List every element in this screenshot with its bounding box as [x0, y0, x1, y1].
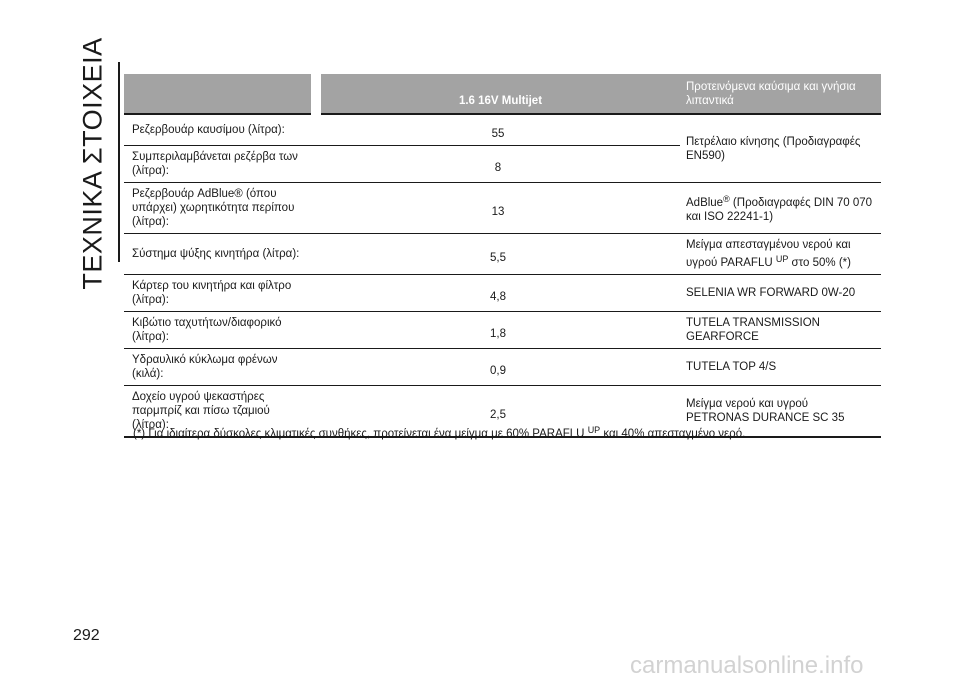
fuel-coolant-pre: Μείγμα απεσταγμένου νερού και υγρού PARAFLU: [686, 239, 851, 269]
footnote-sup: UP: [587, 425, 601, 435]
row-value: 55: [316, 114, 680, 146]
row-value: 1,8: [316, 312, 680, 349]
page-number: 292: [73, 627, 100, 644]
table-row: [124, 312, 881, 349]
fuel-coolant-post: στο 50% (*): [788, 257, 851, 269]
table-row: [124, 275, 881, 312]
capacities-table: [124, 74, 881, 438]
section-title-rule: [118, 62, 120, 262]
table-header-row: [124, 74, 881, 114]
table-row: [124, 114, 881, 146]
fuel-adblue-name: AdBlue: [686, 197, 724, 209]
table-row: [124, 349, 881, 386]
row-label: Δοχείο υγρού ψεκαστήρες παρμπρίζ και πίσω τζαμιού (λίτρα):: [124, 386, 316, 438]
row-value: 8: [316, 146, 680, 183]
row-value: 4,8: [316, 275, 680, 312]
row-label: Ρεζερβουάρ καυσίμου (λίτρα):: [124, 114, 316, 146]
fuel-adblue-rest: (Προδιαγραφές DIN 70 070 και ISO 22241-1): [686, 197, 873, 223]
row-label: Συμπεριλαμβάνεται ρεζέρβα των (λίτρα):: [124, 146, 316, 183]
row-value: 5,5: [316, 234, 680, 275]
footnote-pre: (*) Για ιδιαίτερα δύσκολες κλιματικές συνθήκες, προτείνεται ένα μείγμα με 60% PARAFLU: [133, 428, 588, 440]
row-label: Σύστημα ψύξης κινητήρα (λίτρα):: [124, 234, 316, 275]
header-engine: 1.6 16V Multijet: [316, 74, 680, 114]
fuel-coolant: [680, 234, 881, 275]
watermark: carmanualsonline.info: [630, 652, 864, 679]
table-row: [124, 234, 881, 275]
fuel-adblue: [680, 183, 881, 234]
section-title: [70, 36, 116, 290]
row-label: Κάρτερ του κινητήρα και φίλτρο (λίτρα):: [124, 275, 316, 312]
footnote: [133, 425, 745, 440]
fuel-adblue-sup: ®: [723, 194, 730, 204]
row-value: 0,9: [316, 349, 680, 386]
fuel-diesel: Πετρέλαιο κίνησης (Προδιαγραφές EN590): [680, 114, 881, 183]
fuel-washer-fluid: Μείγμα νερού και υγρού PETRONAS DURANCE SC 35: [680, 386, 881, 438]
table-row: [124, 183, 881, 234]
row-label: Ρεζερβουάρ AdBlue® (όπου υπάρχει) χωρητικότητα περίπου (λίτρα):: [124, 183, 316, 234]
fuel-engine-oil: SELENIA WR FORWARD 0W-20: [680, 275, 881, 312]
fuel-brake-fluid: TUTELA TOP 4/S: [680, 349, 881, 386]
row-label: Κιβώτιο ταχυτήτων/διαφορικό (λίτρα):: [124, 312, 316, 349]
fuel-gearbox-oil: TUTELA TRANSMISSION GEARFORCE: [680, 312, 881, 349]
header-blank-cell: [124, 74, 316, 114]
section-title-text: ΤΕΧΝΙΚΑ ΣΤΟΙΧΕΙΑ: [77, 36, 108, 290]
footnote-post: και 40% απεσταγμένο νερό.: [600, 428, 746, 440]
header-fuel: Προτεινόμενα καύσιμα και γνήσια λιπαντικά: [680, 74, 881, 114]
fuel-coolant-sup: UP: [775, 254, 789, 264]
row-value: 13: [316, 183, 680, 234]
row-label: Υδραυλικό κύκλωμα φρένων (κιλά):: [124, 349, 316, 386]
row-value: 2,5: [316, 386, 680, 438]
